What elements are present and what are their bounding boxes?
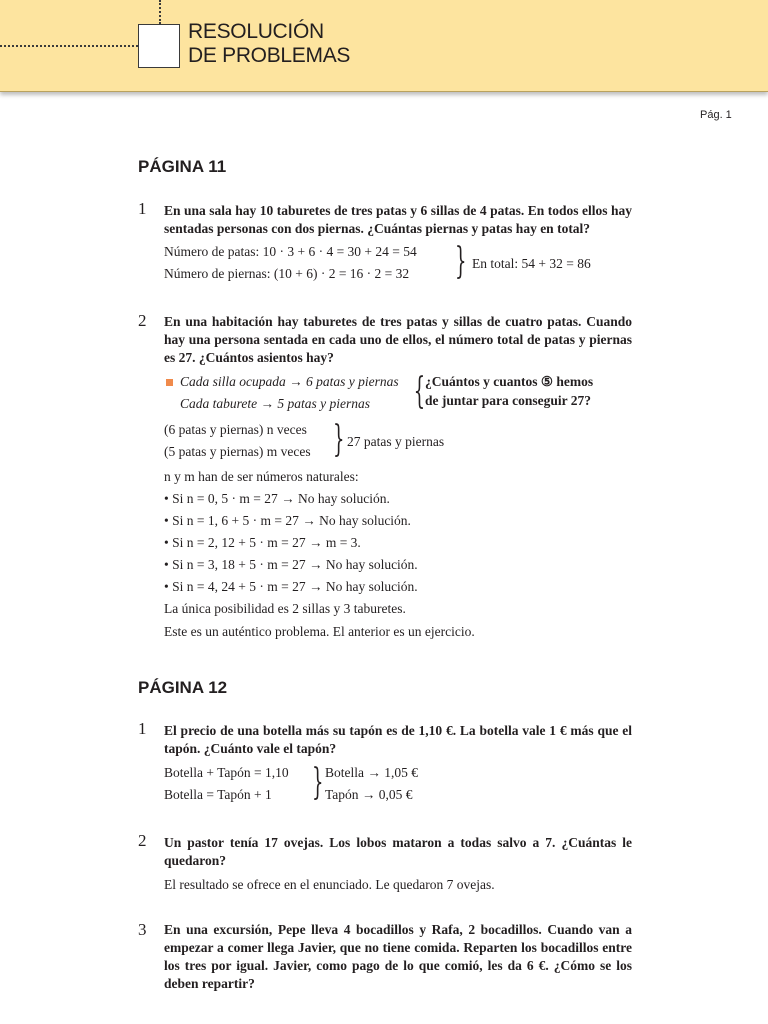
header-box (138, 24, 180, 68)
left-brace: } (413, 371, 426, 412)
problem-number: 2 (138, 311, 147, 330)
solution-line: Número de piernas: (10 + 6) · 2 = 16 · 2 = 32 (164, 266, 410, 281)
question-line: de juntar para conseguir 27? (425, 393, 592, 408)
solution-line: • Si n = 1, 6 + 5 · m = 27 → No hay solución. (164, 513, 411, 528)
dotted-line-vertical (159, 0, 161, 24)
problem-number: 2 (138, 831, 147, 850)
equation-line: Botella = Tapón + 1 (164, 787, 272, 802)
solution-line: La única posibilidad es 2 sillas y 3 taburetes. (164, 601, 406, 616)
header-title-line2: DE PROBLEMAS (188, 44, 351, 67)
variable-total: 27 patas y piernas (347, 434, 445, 449)
result-line: Tapón → 0,05 € (325, 787, 413, 802)
page-header (0, 0, 768, 92)
solution-line: • Si n = 0, 5 · m = 27 → No hay solución. (164, 491, 390, 506)
section-title-pagina-11: PÁGINA 11 (138, 157, 227, 176)
solution-line: • Si n = 2, 12 + 5 · m = 27 → m = 3. (164, 535, 361, 550)
problem-number: 3 (138, 920, 147, 939)
solution-line: • Si n = 4, 24 + 5 · m = 27 → No hay solución. (164, 579, 418, 594)
problem-number: 1 (138, 719, 147, 738)
answer-line: El resultado se ofrece en el enunciado. Le quedaron 7 ovejas. (164, 877, 495, 892)
equation-line: Botella + Tapón = 1,10 (164, 765, 289, 780)
solution-line: Este es un auténtico problema. El anterior es un ejercicio. (164, 624, 475, 639)
variable-line: (6 patas y piernas) n veces (164, 422, 307, 437)
solution-line: n y m han de ser números naturales: (164, 469, 359, 484)
solution-total: En total: 54 + 32 = 86 (472, 256, 591, 271)
right-brace: } (455, 241, 467, 282)
dotted-line-horizontal (0, 45, 138, 47)
problem-statement: En una sala hay 10 taburetes de tres patas y 6 sillas de 4 patas. En todos ellos hay sentadas personas con dos piernas. ¿Cuántas piernas y patas hay en total? (164, 203, 632, 236)
header-title-line1: RESOLUCIÓN (188, 20, 324, 43)
right-brace: } (333, 419, 345, 460)
problem-statement: El precio de una botella más su tapón es de 1,10 €. La botella vale 1 € más que el tapón. ¿Cuánto vale el tapón? (164, 723, 632, 756)
section-title-pagina-12: PÁGINA 12 (138, 678, 228, 697)
solution-line: Número de patas: 10 · 3 + 6 · 4 = 30 + 24 = 54 (164, 244, 417, 259)
header-title (188, 20, 350, 68)
variable-line: (5 patas y piernas) m veces (164, 444, 311, 459)
problem-statement: En una habitación hay taburetes de tres patas y sillas de cuatro patas. Cuando hay una persona sentada en cada uno de ellos, el número total de patas y piernas es 27. ¿Cuántos asientos hay? (164, 314, 632, 365)
question-line: ¿Cuántos y cuantos ⑤ hemos (425, 374, 594, 389)
result-line: Botella → 1,05 € (325, 765, 418, 780)
problem-number: 1 (138, 199, 147, 218)
problem-statement: Un pastor tenía 17 ovejas. Los lobos mataron a todas salvo a 7. ¿Cuántas le quedaron? (164, 835, 632, 868)
bullet-square-icon (166, 379, 173, 386)
page-number: Pág. 1 (700, 109, 732, 121)
hint-line: Cada taburete → 5 patas y piernas (180, 396, 370, 411)
solution-line: • Si n = 3, 18 + 5 · m = 27 → No hay solución. (164, 557, 418, 572)
right-brace: } (312, 762, 324, 803)
problem-statement: En una excursión, Pepe lleva 4 bocadillos y Rafa, 2 bocadillos. Cuando van a empezar a comer llega Javier, que no tiene comida. Reparten los bocadillos entre los tres por igual. Javier, como pago de lo que comió, les da 6 €. ¿Cómo se los deben repartir? (164, 922, 632, 991)
hint-line: Cada silla ocupada → 6 patas y piernas (180, 374, 399, 389)
